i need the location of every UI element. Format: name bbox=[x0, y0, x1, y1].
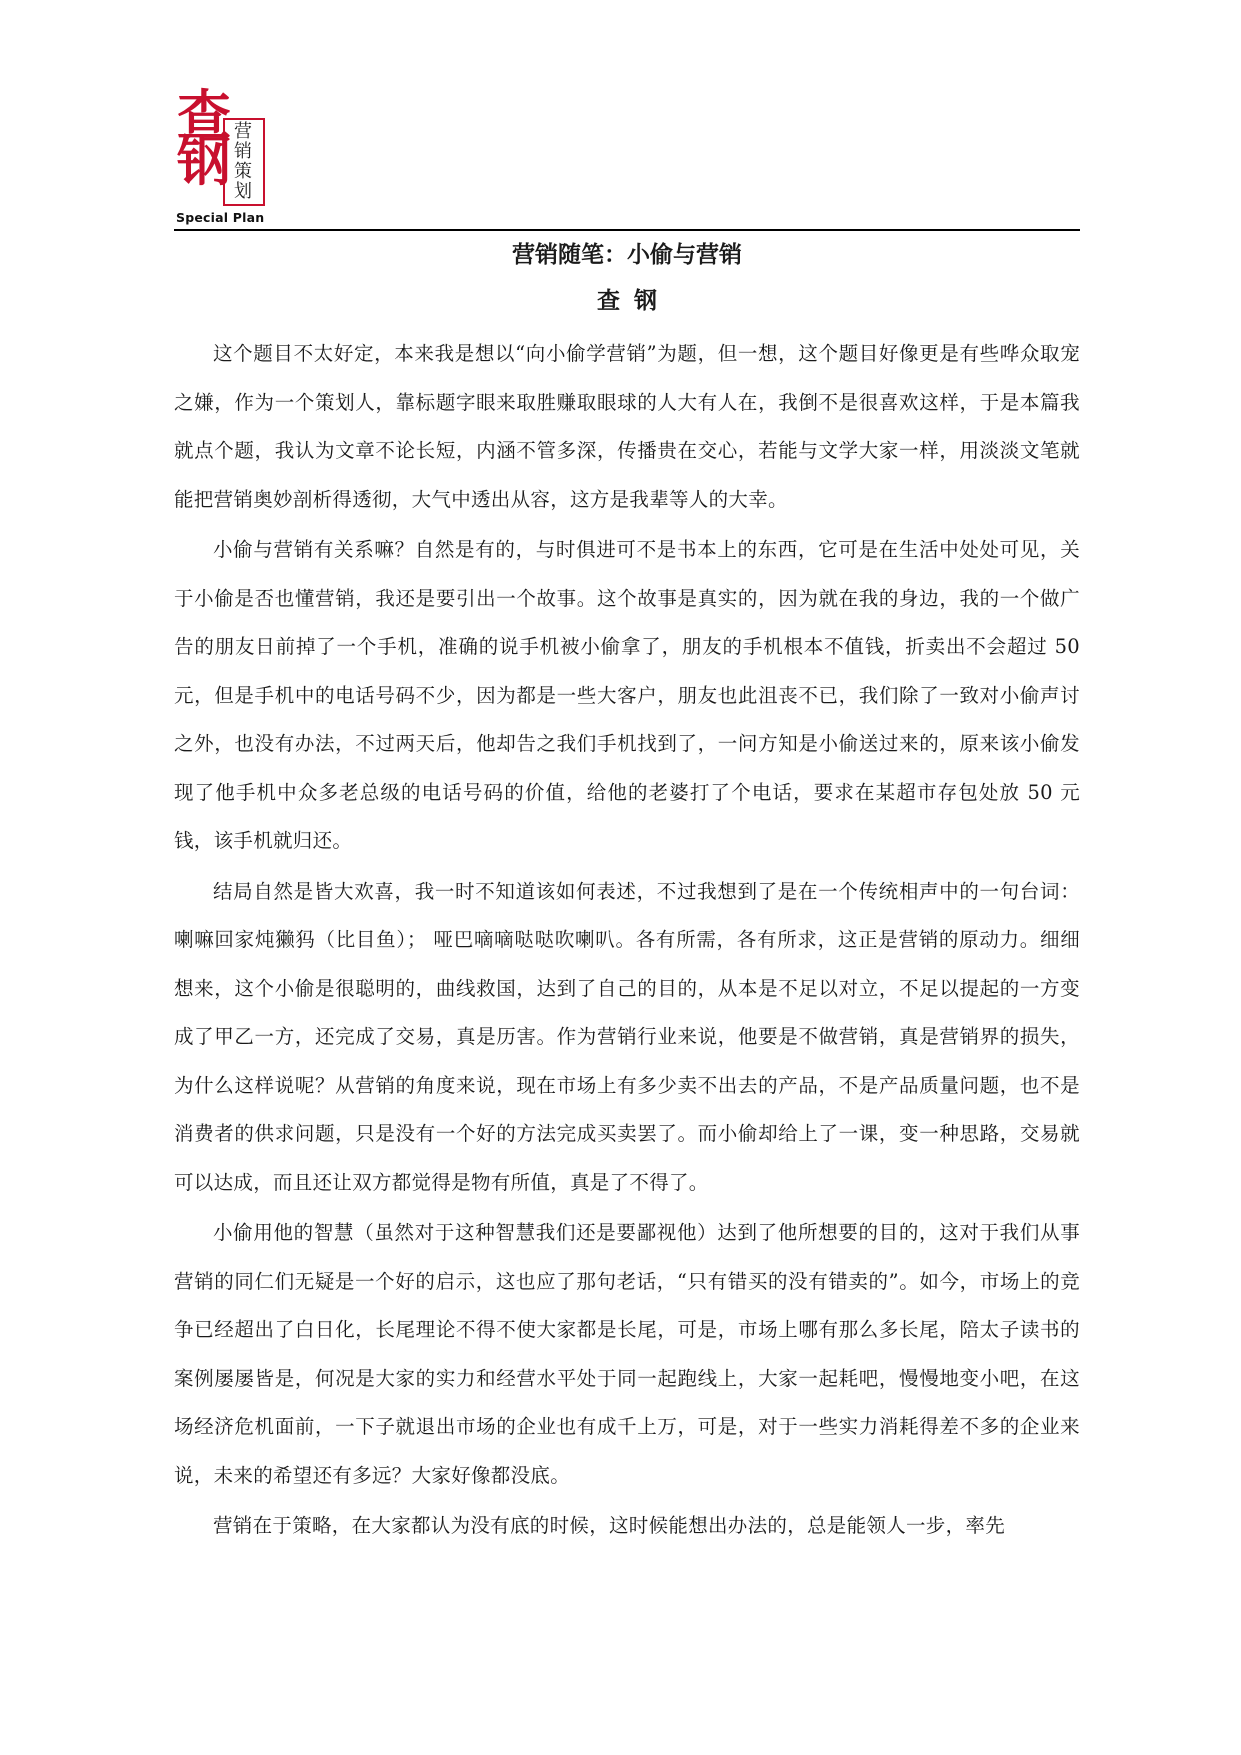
paragraph-2: 小偷与营销有关系嘛？自然是有的，与时俱进可不是书本上的东西，它可是在生活中处处可见，关于小偷是否也懂营销，我还是要引出一个故事。这个故事是真实的，因为就在我的身边，我的一个做广告的朋友日前掉了一个手机，准确的说手机被小偷拿了，朋友的手机根本不值钱，折卖出不会超过 50 元，但是手机中的电话号码不少，因为都是一些大客户，朋友也此沮丧不已，我们除了一致对小偷声讨之外，也没有办法，不过两天后，他却告之我们手机找到了，一问方知是小偷送过来的，原来该小偷发现了他手机中众多老总级的电话号码的价值，给他的老婆打了个电话，要求在某超市存包处放 50 元钱，该手机就归还。 bbox=[174, 538, 1080, 852]
logo-char-2: 钢 bbox=[177, 129, 231, 193]
logo-small-char-4: 划 bbox=[234, 181, 252, 202]
article-body bbox=[174, 330, 1080, 1553]
paragraph-4: 小偷用他的智慧（虽然对于这种智慧我们还是要鄙视他）达到了他所想要的目的，这对于我们从事营销的同仁们无疑是一个好的启示，这也应了那句老话，“只有错买的没有错卖的”。如今，市场上的竞争已经超出了白日化，长尾理论不得不使大家都是长尾，可是，市场上哪有那么多长尾，陪太子读书的案例屡屡皆是，何况是大家的实力和经营水平处于同一起跑线上，大家一起耗吧，慢慢地变小吧，在这场经济危机面前，一下子就退出市场的企业也有成千上万，可是，对于一些实力消耗得差不多的企业来说，未来的希望还有多远？大家好像都没底。 bbox=[174, 1221, 1080, 1487]
logo-small-char-1: 营 bbox=[234, 121, 252, 142]
logo-char-1: 查 bbox=[177, 83, 231, 147]
article-author: 查钢 bbox=[597, 287, 671, 314]
article-title: 营销随笔：小偷与营销 bbox=[512, 241, 742, 268]
logo-small-char-2: 销 bbox=[234, 141, 252, 162]
paragraph-1: 这个题目不太好定，本来我是想以“向小偷学营销”为题，但一想，这个题目好像更是有些哗众取宠之嫌，作为一个策划人，靠标题字眼来取胜赚取眼球的人大有人在，我倒不是很喜欢这样，于是本篇我就点个题，我认为文章不论长短，内涵不管多深，传播贵在交心，若能与文学大家一样，用淡淡文笔就能把营销奥妙剖析得透彻，大气中透出从容，这方是我辈等人的大幸。 bbox=[174, 342, 1080, 511]
header-divider bbox=[174, 229, 1080, 231]
logo-small-characters bbox=[228, 122, 258, 202]
paragraph-3: 结局自然是皆大欢喜，我一时不知道该如何表述，不过我想到了是在一个传统相声中的一句台词：喇嘛回家炖獭犸（比目鱼）； 哑巴嘀嘀哒哒吹喇叭。各有所需，各有所求，这正是营销的原动力。细细想来，这个小偷是很聪明的，曲线救国，达到了自己的目的，从本是不足以对立，不足以提起的一方变成了甲乙一方，还完成了交易，真是历害。作为营销行业来说，他要是不做营销，真是营销界的损失，为什么这样说呢？从营销的角度来说，现在市场上有多少卖不出去的产品，不是产品质量问题，也不是消费者的供求问题，只是没有一个好的方法完成买卖罢了。而小偷却给上了一课，变一种思路，交易就可以达成，而且还让双方都觉得是物有所值，真是了不得了。 bbox=[174, 879, 1080, 1194]
logo-small-char-3: 策 bbox=[234, 161, 252, 182]
logo-english-text: Special Plan bbox=[176, 210, 265, 225]
company-logo bbox=[176, 83, 276, 227]
paragraph-5: 营销在于策略，在大家都认为没有底的时候，这时候能想出办法的，总是能领人一步，率先 bbox=[213, 1514, 1006, 1537]
